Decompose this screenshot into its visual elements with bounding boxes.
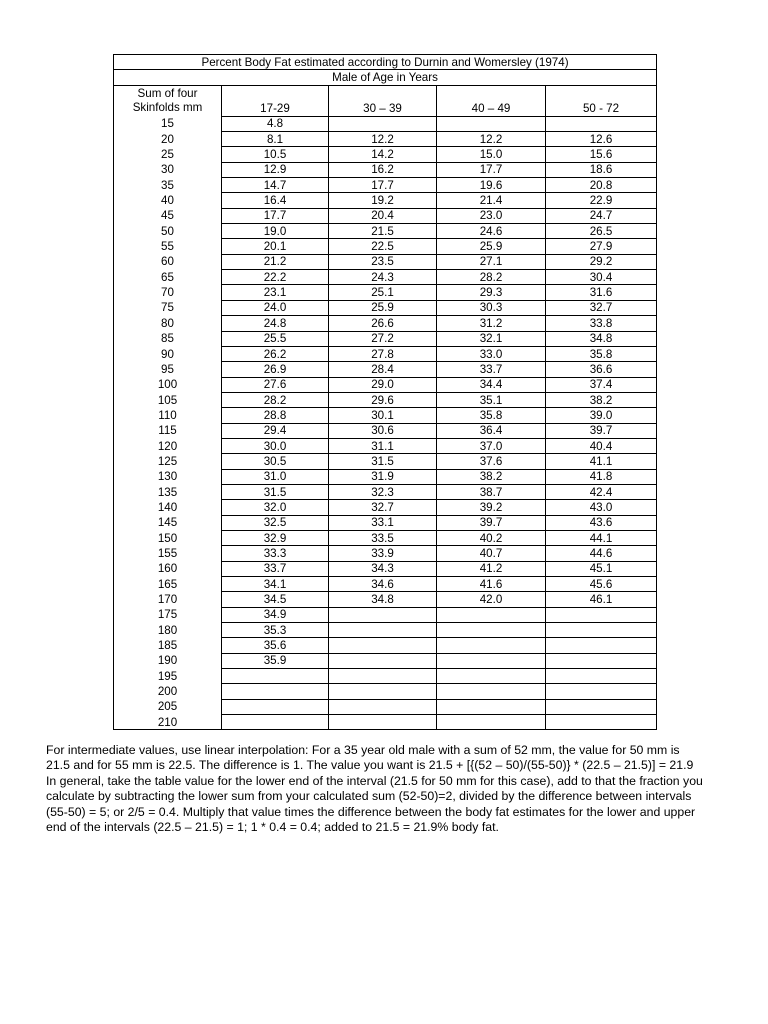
- body-fat-cell: 35.8: [437, 408, 546, 423]
- body-fat-cell: 14.2: [329, 147, 437, 162]
- body-fat-cell: 32.5: [222, 515, 329, 530]
- table-row: [114, 239, 657, 254]
- skinfold-sum-cell: 90: [114, 346, 222, 361]
- body-fat-cell: 35.8: [546, 346, 657, 361]
- body-fat-cell: [546, 638, 657, 653]
- body-fat-cell: [437, 715, 546, 730]
- body-fat-cell: 31.5: [222, 484, 329, 499]
- body-fat-cell: 30.1: [329, 408, 437, 423]
- body-fat-cell: 27.2: [329, 331, 437, 346]
- skinfold-sum-cell: 15: [114, 116, 222, 131]
- body-fat-cell: 34.9: [222, 607, 329, 622]
- table-title: Percent Body Fat estimated according to Durnin and Womersley (1974): [114, 55, 657, 70]
- body-fat-cell: 40.7: [437, 546, 546, 561]
- body-fat-cell: 35.9: [222, 653, 329, 668]
- body-fat-cell: [329, 715, 437, 730]
- body-fat-cell: 33.7: [222, 561, 329, 576]
- table-row: [114, 377, 657, 392]
- body-fat-cell: 37.0: [437, 438, 546, 453]
- note-line: For intermediate values, use linear interpolation: For a 35 year old male with a sum of 52 mm, the value for 50 mm is: [46, 743, 680, 757]
- body-fat-cell: 21.5: [329, 224, 437, 239]
- body-fat-cell: 24.6: [437, 224, 546, 239]
- body-fat-cell: 40.4: [546, 438, 657, 453]
- table-row: [114, 423, 657, 438]
- body-fat-cell: 33.3: [222, 546, 329, 561]
- body-fat-cell: 30.3: [437, 300, 546, 315]
- skinfold-sum-cell: 140: [114, 500, 222, 515]
- body-fat-cell: 30.0: [222, 438, 329, 453]
- body-fat-cell: 15.0: [437, 147, 546, 162]
- body-fat-cell: 24.0: [222, 300, 329, 315]
- body-fat-cell: 33.1: [329, 515, 437, 530]
- table-row: [114, 669, 657, 684]
- body-fat-cell: 33.0: [437, 346, 546, 361]
- body-fat-cell: 41.2: [437, 561, 546, 576]
- body-fat-cell: 39.2: [437, 500, 546, 515]
- table-row: [114, 484, 657, 499]
- skinfold-sum-cell: 200: [114, 684, 222, 699]
- body-fat-cell: 31.2: [437, 316, 546, 331]
- body-fat-cell: 14.7: [222, 178, 329, 193]
- table-row: [114, 224, 657, 239]
- skinfold-sum-cell: 210: [114, 715, 222, 730]
- body-fat-cell: [329, 684, 437, 699]
- body-fat-cell: 34.5: [222, 592, 329, 607]
- body-fat-cell: 34.8: [329, 592, 437, 607]
- body-fat-cell: 32.1: [437, 331, 546, 346]
- body-fat-cell: 42.0: [437, 592, 546, 607]
- body-fat-cell: 32.7: [329, 500, 437, 515]
- body-fat-cell: 35.6: [222, 638, 329, 653]
- skinfold-sum-cell: 80: [114, 316, 222, 331]
- body-fat-cell: 34.4: [437, 377, 546, 392]
- body-fat-cell: 17.7: [222, 208, 329, 223]
- table-row: [114, 162, 657, 177]
- table-row: [114, 607, 657, 622]
- body-fat-cell: [222, 715, 329, 730]
- body-fat-cell: 38.7: [437, 484, 546, 499]
- body-fat-cell: 29.0: [329, 377, 437, 392]
- body-fat-cell: 31.9: [329, 469, 437, 484]
- body-fat-cell: 33.8: [546, 316, 657, 331]
- body-fat-cell: 24.7: [546, 208, 657, 223]
- body-fat-cell: 45.6: [546, 577, 657, 592]
- body-fat-cell: 30.6: [329, 423, 437, 438]
- table-row: [114, 300, 657, 315]
- table-row: [114, 392, 657, 407]
- body-fat-cell: [546, 607, 657, 622]
- body-fat-cell: 25.1: [329, 285, 437, 300]
- skinfold-sum-cell: 135: [114, 484, 222, 499]
- note-line: 21.5 and for 55 mm is 22.5. The difference is 1. The value you want is 21.5 + [{(52 – 50)/(55-50)} * (22.5 – 21.5)] = 21.9: [46, 758, 694, 773]
- body-fat-cell: 44.6: [546, 546, 657, 561]
- skinfold-sum-cell: 120: [114, 438, 222, 453]
- sum-skinfolds-header: [114, 85, 222, 116]
- skinfold-sum-cell: 30: [114, 162, 222, 177]
- body-fat-cell: 29.4: [222, 423, 329, 438]
- body-fat-cell: 37.6: [437, 454, 546, 469]
- table-row: [114, 653, 657, 668]
- body-fat-cell: [222, 669, 329, 684]
- note-line: (55-50) = 5; or 2/5 = 0.4. Multiply that value times the difference between the body fat estimates for the lower and upper: [46, 804, 696, 819]
- body-fat-cell: 46.1: [546, 592, 657, 607]
- age-column-header: 30 – 39: [329, 85, 437, 116]
- skinfold-sum-cell: 85: [114, 331, 222, 346]
- table-row: [114, 577, 657, 592]
- skinfold-sum-cell: 110: [114, 408, 222, 423]
- body-fat-cell: 32.0: [222, 500, 329, 515]
- skinfold-sum-cell: 40: [114, 193, 222, 208]
- body-fat-cell: 34.1: [222, 577, 329, 592]
- body-fat-cell: 44.1: [546, 530, 657, 545]
- body-fat-cell: [329, 699, 437, 714]
- table-row: [114, 515, 657, 530]
- body-fat-cell: 33.5: [329, 530, 437, 545]
- skinfold-sum-cell: 20: [114, 132, 222, 147]
- skinfold-sum-cell: 35: [114, 178, 222, 193]
- skinfold-sum-cell: 25: [114, 147, 222, 162]
- body-fat-cell: 39.7: [437, 515, 546, 530]
- body-fat-cell: 12.6: [546, 132, 657, 147]
- table-row: [114, 438, 657, 453]
- skinfold-sum-cell: 105: [114, 392, 222, 407]
- body-fat-cell: 37.4: [546, 377, 657, 392]
- note-line: In general, take the table value for the lower end of the interval (21.5 for 50 mm for this case), add to that the fraction you: [46, 773, 703, 788]
- body-fat-cell: [437, 669, 546, 684]
- body-fat-cell: 29.6: [329, 392, 437, 407]
- body-fat-cell: 35.1: [437, 392, 546, 407]
- body-fat-cell: 35.3: [222, 623, 329, 638]
- age-column-header: 50 - 72: [546, 85, 657, 116]
- body-fat-cell: 38.2: [546, 392, 657, 407]
- table-row: [114, 408, 657, 423]
- body-fat-cell: [437, 684, 546, 699]
- skinfold-sum-cell: 100: [114, 377, 222, 392]
- body-fat-cell: 39.0: [546, 408, 657, 423]
- body-fat-cell: 39.7: [546, 423, 657, 438]
- table-row: [114, 270, 657, 285]
- body-fat-cell: 25.5: [222, 331, 329, 346]
- body-fat-cell: 10.5: [222, 147, 329, 162]
- skinfold-sum-cell: 150: [114, 530, 222, 545]
- body-fat-cell: 21.2: [222, 254, 329, 269]
- table-row: [114, 147, 657, 162]
- body-fat-cell: 15.6: [546, 147, 657, 162]
- body-fat-cell: [437, 638, 546, 653]
- table-row: [114, 346, 657, 361]
- body-fat-cell: [546, 116, 657, 131]
- body-fat-cell: 41.1: [546, 454, 657, 469]
- body-fat-cell: 23.1: [222, 285, 329, 300]
- table-row: [114, 331, 657, 346]
- table-row: [114, 454, 657, 469]
- table-row: [114, 561, 657, 576]
- table-row: [114, 530, 657, 545]
- sum-header-line1: Sum of four: [137, 86, 198, 100]
- body-fat-cell: [329, 669, 437, 684]
- skinfold-sum-cell: 55: [114, 239, 222, 254]
- body-fat-cell: 32.7: [546, 300, 657, 315]
- skinfold-sum-cell: 145: [114, 515, 222, 530]
- body-fat-cell: 20.4: [329, 208, 437, 223]
- body-fat-cell: 27.6: [222, 377, 329, 392]
- body-fat-cell: 12.9: [222, 162, 329, 177]
- body-fat-cell: 16.2: [329, 162, 437, 177]
- table-row: [114, 592, 657, 607]
- body-fat-cell: 28.8: [222, 408, 329, 423]
- table-row: [114, 362, 657, 377]
- body-fat-cell: 33.7: [437, 362, 546, 377]
- body-fat-cell: 32.9: [222, 530, 329, 545]
- body-fat-cell: 36.4: [437, 423, 546, 438]
- table-row: [114, 715, 657, 730]
- note-line: calculate by subtracting the lower sum from your calculated sum (52-50)=2, divided by the difference between intervals: [46, 789, 692, 804]
- body-fat-cell: 32.3: [329, 484, 437, 499]
- body-fat-cell: 23.5: [329, 254, 437, 269]
- body-fat-cell: 40.2: [437, 530, 546, 545]
- sum-header-line2: Skinfolds mm: [132, 100, 203, 114]
- body-fat-cell: 19.2: [329, 193, 437, 208]
- table-subtitle: Male of Age in Years: [114, 70, 657, 85]
- skinfold-sum-cell: 130: [114, 469, 222, 484]
- body-fat-cell: 31.0: [222, 469, 329, 484]
- skinfold-sum-cell: 205: [114, 699, 222, 714]
- body-fat-cell: 26.9: [222, 362, 329, 377]
- body-fat-cell: 21.4: [437, 193, 546, 208]
- note-line: end of the intervals (22.5 – 21.5) = 1; 1 * 0.4 = 0.4; added to 21.5 = 21.9% body fat.: [46, 820, 499, 835]
- skinfold-sum-cell: 185: [114, 638, 222, 653]
- table-row: [114, 699, 657, 714]
- skinfold-sum-cell: 45: [114, 208, 222, 223]
- table-row: [114, 638, 657, 653]
- body-fat-cell: 19.6: [437, 178, 546, 193]
- body-fat-cell: [437, 699, 546, 714]
- body-fat-cell: 34.8: [546, 331, 657, 346]
- body-fat-cell: 26.6: [329, 316, 437, 331]
- skinfold-sum-cell: 60: [114, 254, 222, 269]
- body-fat-cell: 41.6: [437, 577, 546, 592]
- body-fat-cell: 17.7: [329, 178, 437, 193]
- body-fat-cell: 26.2: [222, 346, 329, 361]
- table-row: [114, 193, 657, 208]
- skinfold-sum-cell: 155: [114, 546, 222, 561]
- body-fat-cell: 16.4: [222, 193, 329, 208]
- skinfold-sum-cell: 125: [114, 454, 222, 469]
- skinfold-sum-cell: 95: [114, 362, 222, 377]
- body-fat-cell: [546, 715, 657, 730]
- body-fat-cell: 17.7: [437, 162, 546, 177]
- body-fat-cell: [329, 116, 437, 131]
- body-fat-cell: [437, 623, 546, 638]
- body-fat-cell: 27.9: [546, 239, 657, 254]
- table-row: [114, 500, 657, 515]
- body-fat-table: [113, 54, 657, 730]
- body-fat-cell: 28.4: [329, 362, 437, 377]
- body-fat-cell: [437, 607, 546, 622]
- body-fat-cell: [329, 607, 437, 622]
- body-fat-cell: 20.1: [222, 239, 329, 254]
- body-fat-cell: [329, 623, 437, 638]
- body-fat-cell: 12.2: [437, 132, 546, 147]
- body-fat-cell: [546, 699, 657, 714]
- body-fat-cell: 12.2: [329, 132, 437, 147]
- skinfold-sum-cell: 165: [114, 577, 222, 592]
- body-fat-cell: 38.2: [437, 469, 546, 484]
- body-fat-cell: 30.5: [222, 454, 329, 469]
- body-fat-cell: 29.3: [437, 285, 546, 300]
- body-fat-cell: [329, 653, 437, 668]
- body-fat-cell: [546, 623, 657, 638]
- body-fat-cell: 24.8: [222, 316, 329, 331]
- body-fat-cell: 28.2: [222, 392, 329, 407]
- skinfold-sum-cell: 180: [114, 623, 222, 638]
- body-fat-cell: [546, 653, 657, 668]
- table-row: [114, 254, 657, 269]
- table-row: [114, 623, 657, 638]
- body-fat-cell: 45.1: [546, 561, 657, 576]
- body-fat-cell: 30.4: [546, 270, 657, 285]
- skinfold-sum-cell: 190: [114, 653, 222, 668]
- skinfold-sum-cell: 70: [114, 285, 222, 300]
- body-fat-cell: 29.2: [546, 254, 657, 269]
- body-fat-cell: 8.1: [222, 132, 329, 147]
- body-fat-cell: 36.6: [546, 362, 657, 377]
- skinfold-sum-cell: 160: [114, 561, 222, 576]
- body-fat-cell: 33.9: [329, 546, 437, 561]
- body-fat-cell: [329, 638, 437, 653]
- body-fat-cell: 22.5: [329, 239, 437, 254]
- table-row: [114, 116, 657, 131]
- body-fat-cell: [222, 684, 329, 699]
- body-fat-cell: 31.6: [546, 285, 657, 300]
- table-row: [114, 316, 657, 331]
- table-row: [114, 178, 657, 193]
- body-fat-cell: [437, 653, 546, 668]
- body-fat-cell: 34.3: [329, 561, 437, 576]
- skinfold-sum-cell: 195: [114, 669, 222, 684]
- age-column-header: 40 – 49: [437, 85, 546, 116]
- body-fat-cell: [437, 116, 546, 131]
- body-fat-cell: 4.8: [222, 116, 329, 131]
- body-fat-cell: 25.9: [329, 300, 437, 315]
- table-row: [114, 208, 657, 223]
- body-fat-cell: [222, 699, 329, 714]
- table-row: [114, 684, 657, 699]
- body-fat-cell: 43.0: [546, 500, 657, 515]
- body-fat-cell: 26.5: [546, 224, 657, 239]
- skinfold-sum-cell: 75: [114, 300, 222, 315]
- body-fat-cell: 41.8: [546, 469, 657, 484]
- skinfold-sum-cell: 65: [114, 270, 222, 285]
- body-fat-cell: 27.8: [329, 346, 437, 361]
- body-fat-cell: 23.0: [437, 208, 546, 223]
- body-fat-cell: 19.0: [222, 224, 329, 239]
- interpolation-notes: [46, 743, 726, 835]
- body-fat-cell: [546, 669, 657, 684]
- body-fat-cell: 20.8: [546, 178, 657, 193]
- body-fat-cell: 22.9: [546, 193, 657, 208]
- body-fat-cell: [546, 684, 657, 699]
- table-row: [114, 546, 657, 561]
- skinfold-sum-cell: 175: [114, 607, 222, 622]
- body-fat-cell: 43.6: [546, 515, 657, 530]
- body-fat-cell: 27.1: [437, 254, 546, 269]
- body-fat-cell: 24.3: [329, 270, 437, 285]
- body-fat-cell: 22.2: [222, 270, 329, 285]
- body-fat-cell: 31.1: [329, 438, 437, 453]
- age-column-header: 17-29: [222, 85, 329, 116]
- body-fat-cell: 28.2: [437, 270, 546, 285]
- table-row: [114, 132, 657, 147]
- body-fat-cell: 42.4: [546, 484, 657, 499]
- body-fat-cell: 18.6: [546, 162, 657, 177]
- skinfold-sum-cell: 50: [114, 224, 222, 239]
- body-fat-cell: 31.5: [329, 454, 437, 469]
- body-fat-cell: 34.6: [329, 577, 437, 592]
- table-row: [114, 285, 657, 300]
- body-fat-cell: 25.9: [437, 239, 546, 254]
- skinfold-sum-cell: 115: [114, 423, 222, 438]
- table-row: [114, 469, 657, 484]
- skinfold-sum-cell: 170: [114, 592, 222, 607]
